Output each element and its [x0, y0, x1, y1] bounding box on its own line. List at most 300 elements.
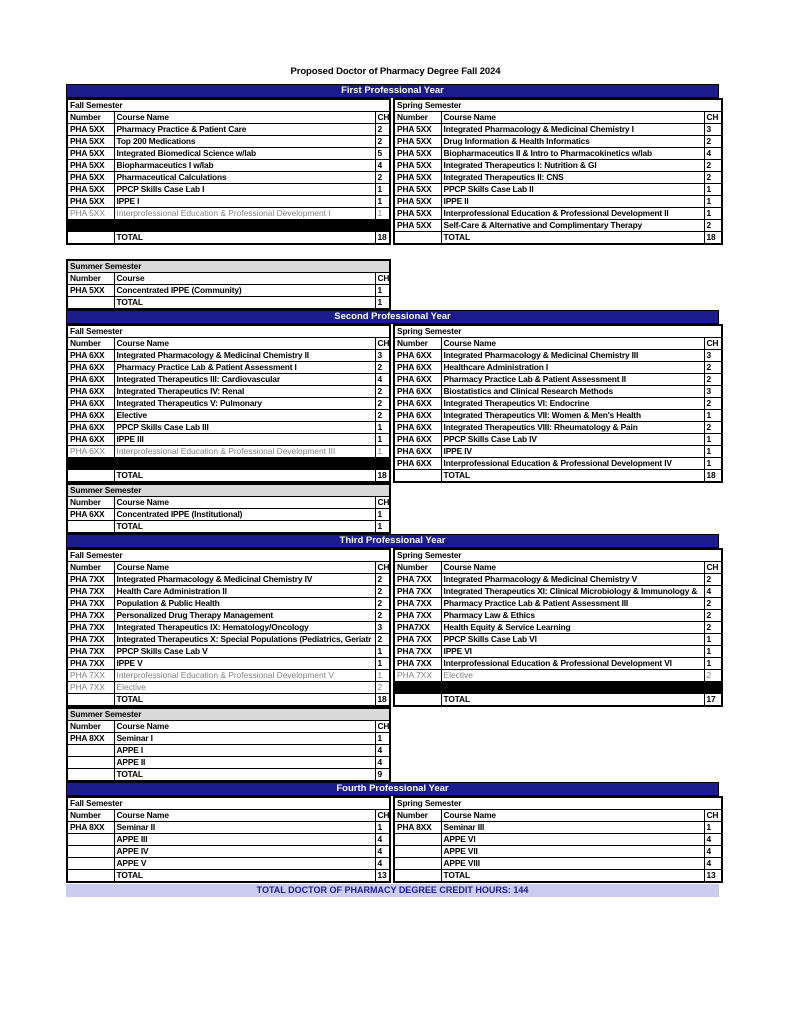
- total-row: [67, 870, 390, 883]
- course-number-cell: PHA 6XX: [67, 422, 114, 434]
- credit-hours-cell: 1: [375, 184, 390, 196]
- course-name-cell: Integrated Therapeutics IX: Hematology/Oncology: [114, 622, 375, 634]
- course-number-cell: PHA 5XX: [394, 172, 441, 184]
- credit-hours-cell: 2: [704, 574, 722, 586]
- course-number-cell: PHA 6XX: [394, 350, 441, 362]
- course-number-cell: PHA 7XX: [67, 586, 114, 598]
- credit-hours-cell: 4: [704, 586, 722, 598]
- credit-hours-cell: 1: [375, 658, 390, 670]
- total-empty-cell: [394, 232, 441, 245]
- course-number-cell: PHA 6XX: [394, 362, 441, 374]
- summer-semester-table-year-2: [66, 483, 391, 534]
- credit-hours-cell: 4: [375, 745, 390, 757]
- filler-row: [394, 682, 722, 694]
- course-number-cell: PHA 6XX: [67, 350, 114, 362]
- course-row: [394, 362, 722, 374]
- course-number-cell: PHA 6XX: [67, 410, 114, 422]
- total-empty-cell: [67, 870, 114, 883]
- credit-hours-column-header: CH: [704, 112, 722, 124]
- course-number-cell: PHA 5XX: [394, 124, 441, 136]
- credit-hours-cell: 2: [375, 362, 390, 374]
- course-name-column-header: Course Name: [441, 810, 704, 822]
- course-name-cell: APPE IV: [114, 846, 375, 858]
- fall-semester-table-year-1: [66, 98, 391, 245]
- course-row: [394, 634, 722, 646]
- credit-hours-cell: 2: [704, 598, 722, 610]
- total-row: [67, 232, 390, 245]
- credit-hours-cell: [375, 220, 390, 232]
- credit-hours-cell: 1: [375, 670, 390, 682]
- credit-hours-cell: [375, 458, 390, 470]
- course-row: [394, 124, 722, 136]
- course-row: [67, 733, 390, 745]
- credit-hours-cell: 4: [704, 846, 722, 858]
- course-name-cell: Integrated Biomedical Science w/lab: [114, 148, 375, 160]
- course-number-cell: PHA 7XX: [394, 646, 441, 658]
- course-name-cell: PPCP Skills Case Lab III: [114, 422, 375, 434]
- course-number-cell: PHA 7XX: [394, 658, 441, 670]
- course-name-column-header: Course Name: [114, 721, 375, 733]
- course-number-cell: PHA 6XX: [394, 386, 441, 398]
- course-number-cell: PHA 5XX: [67, 208, 114, 220]
- total-credit-hours-cell: 18: [375, 694, 390, 707]
- course-number-cell: [394, 682, 441, 694]
- course-row: [394, 148, 722, 160]
- course-number-cell: PHA 5XX: [67, 124, 114, 136]
- course-name-cell: Seminar I: [114, 733, 375, 745]
- credit-hours-cell: 2: [704, 610, 722, 622]
- summer-semester-table-year-3: [66, 707, 391, 782]
- course-row: [67, 670, 390, 682]
- course-row: [67, 586, 390, 598]
- course-row: [394, 822, 722, 834]
- course-row: [67, 285, 390, 297]
- course-row: [67, 136, 390, 148]
- course-name-cell: Seminar III: [441, 822, 704, 834]
- course-number-cell: PHA 8XX: [394, 822, 441, 834]
- course-name-column-header: Course Name: [114, 497, 375, 509]
- course-name-cell: Self-Care & Alternative and Complimentary Therapy: [441, 220, 704, 232]
- credit-hours-cell: 4: [375, 846, 390, 858]
- total-empty-cell: [394, 694, 441, 707]
- credit-hours-cell: 2: [704, 622, 722, 634]
- credit-hours-cell: 4: [375, 757, 390, 769]
- course-row: [394, 458, 722, 470]
- credit-hours-cell: 3: [704, 386, 722, 398]
- course-number-cell: PHA 7XX: [394, 598, 441, 610]
- total-empty-cell: [67, 694, 114, 707]
- course-number-cell: PHA 5XX: [394, 148, 441, 160]
- semester-label: Spring Semester: [394, 549, 722, 562]
- credit-hours-cell: 2: [375, 124, 390, 136]
- total-row: [394, 694, 722, 707]
- semester-label: Spring Semester: [394, 325, 722, 338]
- credit-hours-cell: 2: [704, 670, 722, 682]
- credit-hours-cell: 2: [704, 374, 722, 386]
- course-name-column-header: Course Name: [114, 112, 375, 124]
- credit-hours-cell: 4: [704, 834, 722, 846]
- credit-hours-cell: 1: [704, 434, 722, 446]
- total-credit-hours-cell: 13: [704, 870, 722, 883]
- credit-hours-cell: 1: [704, 634, 722, 646]
- course-number-cell: PHA 5XX: [394, 184, 441, 196]
- course-name-cell: Integrated Therapeutics VII: Women & Men's Health: [441, 410, 704, 422]
- credit-hours-cell: 4: [375, 858, 390, 870]
- course-name-cell: PPCP Skills Case Lab VI: [441, 634, 704, 646]
- course-name-cell: PPCP Skills Case Lab IV: [441, 434, 704, 446]
- semester-label-row: [67, 484, 390, 497]
- course-number-cell: PHA 6XX: [394, 374, 441, 386]
- course-number-cell: PHA 7XX: [394, 670, 441, 682]
- course-row: [67, 598, 390, 610]
- total-empty-cell: [67, 297, 114, 310]
- number-column-header: Number: [394, 810, 441, 822]
- course-number-cell: [67, 745, 114, 757]
- course-name-column-header: Course Name: [441, 562, 704, 574]
- spring-semester-table-year-4: [393, 796, 723, 883]
- credit-hours-cell: 3: [375, 350, 390, 362]
- course-name-cell: Interprofessional Education & Professional Development III: [114, 446, 375, 458]
- credit-hours-cell: 3: [375, 622, 390, 634]
- course-number-cell: PHA 6XX: [394, 446, 441, 458]
- course-number-cell: [67, 757, 114, 769]
- credit-hours-cell: 2: [375, 610, 390, 622]
- fall-semester-table-year-4: [66, 796, 391, 883]
- course-row: [394, 574, 722, 586]
- course-row: [67, 682, 390, 694]
- fall-semester-table-year-2: [66, 324, 391, 483]
- course-number-cell: PHA 7XX: [67, 682, 114, 694]
- credit-hours-cell: 1: [704, 410, 722, 422]
- course-number-cell: PHA 7XX: [67, 634, 114, 646]
- credit-hours-cell: 2: [704, 136, 722, 148]
- credit-hours-cell: 2: [704, 422, 722, 434]
- column-header-row: [67, 273, 390, 285]
- filler-row: [67, 458, 390, 470]
- course-row: [67, 386, 390, 398]
- number-column-header: Number: [67, 497, 114, 509]
- course-name-cell: IPPE VI: [441, 646, 704, 658]
- course-name-cell: Integrated Therapeutics II: CNS: [441, 172, 704, 184]
- course-name-cell: Elective: [441, 670, 704, 682]
- credit-hours-cell: 1: [704, 658, 722, 670]
- course-name-cell: IPPE I: [114, 196, 375, 208]
- credit-hours-cell: 2: [375, 598, 390, 610]
- total-empty-cell: [67, 232, 114, 245]
- total-credit-hours-cell: 1: [375, 297, 390, 310]
- course-number-cell: PHA 6XX: [67, 386, 114, 398]
- course-name-column-header: Course Name: [114, 338, 375, 350]
- course-name-cell: Pharmacy Practice Lab & Patient Assessment III: [441, 598, 704, 610]
- course-number-cell: PHA 6XX: [67, 509, 114, 521]
- course-row: [67, 362, 390, 374]
- total-empty-cell: [394, 470, 441, 483]
- credit-hours-cell: 1: [704, 208, 722, 220]
- course-number-cell: PHA 6XX: [67, 374, 114, 386]
- spring-semester-table-year-3: [393, 548, 723, 707]
- course-name-cell: Integrated Pharmacology & Medicinal Chemistry V: [441, 574, 704, 586]
- course-name-cell: APPE V: [114, 858, 375, 870]
- semester-label-row: [67, 708, 390, 721]
- course-row: [394, 858, 722, 870]
- number-column-header: Number: [394, 338, 441, 350]
- number-column-header: Number: [67, 273, 114, 285]
- course-row: [67, 745, 390, 757]
- course-number-cell: PHA 8XX: [67, 822, 114, 834]
- course-row: [394, 160, 722, 172]
- summer-semester-table-year-1: [66, 259, 391, 310]
- course-number-cell: PHA 6XX: [67, 398, 114, 410]
- credit-hours-cell: 1: [375, 646, 390, 658]
- course-row: [394, 434, 722, 446]
- year-columns-year-1: [66, 98, 719, 245]
- total-label-cell: TOTAL: [114, 521, 375, 534]
- semester-label: Summer Semester: [67, 260, 390, 273]
- course-row: [394, 196, 722, 208]
- year-band: First Professional Year: [66, 84, 719, 98]
- course-number-cell: PHA7XX: [394, 622, 441, 634]
- credit-hours-column-header: CH: [375, 338, 390, 350]
- course-number-cell: PHA 6XX: [67, 362, 114, 374]
- course-row: [394, 658, 722, 670]
- course-number-cell: PHA 7XX: [67, 670, 114, 682]
- course-number-cell: PHA 5XX: [394, 136, 441, 148]
- page-title: Proposed Doctor of Pharmacy Degree Fall 2024: [290, 66, 501, 77]
- course-number-cell: PHA 7XX: [67, 610, 114, 622]
- total-row: [67, 694, 390, 707]
- course-row: [67, 184, 390, 196]
- course-name-cell: Elective: [114, 410, 375, 422]
- credit-hours-cell: 4: [375, 374, 390, 386]
- course-row: [394, 172, 722, 184]
- year-columns-year-2: [66, 324, 719, 483]
- number-column-header: Number: [67, 810, 114, 822]
- course-row: [394, 670, 722, 682]
- column-header-row: [67, 810, 390, 822]
- credit-hours-cell: 1: [704, 446, 722, 458]
- course-row: [394, 220, 722, 232]
- credit-hours-cell: 1: [704, 822, 722, 834]
- column-header-row: [67, 112, 390, 124]
- course-name-column-header: Course Name: [114, 562, 375, 574]
- credit-hours-cell: 1: [375, 822, 390, 834]
- semester-label: Summer Semester: [67, 484, 390, 497]
- course-name-cell: Integrated Therapeutics VI: Endocrine: [441, 398, 704, 410]
- course-row: [67, 410, 390, 422]
- grand-total-band: TOTAL DOCTOR OF PHARMACY DEGREE CREDIT HOURS: 144: [66, 884, 719, 897]
- year-columns-year-3: [66, 548, 719, 707]
- number-column-header: Number: [67, 562, 114, 574]
- course-row: [67, 822, 390, 834]
- course-name-cell: APPE III: [114, 834, 375, 846]
- total-label-cell: TOTAL: [114, 694, 375, 707]
- credit-hours-cell: 1: [704, 458, 722, 470]
- course-row: [67, 446, 390, 458]
- course-name-column-header: Course Name: [441, 112, 704, 124]
- semester-label-row: [67, 260, 390, 273]
- course-row: [394, 622, 722, 634]
- course-row: [394, 846, 722, 858]
- credit-hours-cell: 1: [704, 184, 722, 196]
- course-number-cell: PHA 8XX: [67, 733, 114, 745]
- year-band: Fourth Professional Year: [66, 782, 719, 796]
- course-name-cell: APPE II: [114, 757, 375, 769]
- semester-label: Fall Semester: [67, 549, 390, 562]
- course-name-cell: APPE I: [114, 745, 375, 757]
- course-row: [67, 374, 390, 386]
- total-empty-cell: [67, 470, 114, 483]
- course-name-column-header: Course Name: [114, 810, 375, 822]
- credit-hours-cell: 2: [375, 398, 390, 410]
- total-label-cell: TOTAL: [441, 232, 704, 245]
- course-name-cell: PPCP Skills Case Lab V: [114, 646, 375, 658]
- semester-label-row: [67, 549, 390, 562]
- course-name-cell: APPE VI: [441, 834, 704, 846]
- course-name-cell: IPPE V: [114, 658, 375, 670]
- spring-semester-table-year-2: [393, 324, 723, 483]
- course-row: [67, 160, 390, 172]
- course-number-cell: PHA 5XX: [67, 285, 114, 297]
- total-label-cell: TOTAL: [114, 769, 375, 782]
- credit-hours-column-header: CH: [375, 562, 390, 574]
- course-name-cell: Integrated Pharmacology & Medicinal Chemistry II: [114, 350, 375, 362]
- credit-hours-cell: 2: [704, 220, 722, 232]
- total-credit-hours-cell: 1: [375, 521, 390, 534]
- credit-hours-column-header: CH: [375, 721, 390, 733]
- course-number-cell: PHA 5XX: [67, 196, 114, 208]
- credit-hours-cell: 1: [375, 422, 390, 434]
- semester-label-row: [394, 325, 722, 338]
- credit-hours-cell: 2: [375, 410, 390, 422]
- credit-hours-cell: 2: [375, 386, 390, 398]
- column-header-row: [394, 562, 722, 574]
- course-number-cell: PHA 6XX: [394, 434, 441, 446]
- semester-label-row: [67, 325, 390, 338]
- course-row: [67, 846, 390, 858]
- credit-hours-cell: 2: [704, 160, 722, 172]
- semester-label: Summer Semester: [67, 708, 390, 721]
- course-number-cell: PHA 5XX: [67, 136, 114, 148]
- course-number-cell: [67, 834, 114, 846]
- course-name-cell: APPE VII: [441, 846, 704, 858]
- credit-hours-cell: 1: [375, 509, 390, 521]
- course-name-cell: Interprofessional Education & Professional Development IV: [441, 458, 704, 470]
- course-name-cell: Drug Information & Health Informatics: [441, 136, 704, 148]
- course-number-cell: PHA 7XX: [67, 658, 114, 670]
- course-row: [394, 646, 722, 658]
- course-row: [67, 622, 390, 634]
- course-name-cell: Concentrated IPPE (Institutional): [114, 509, 375, 521]
- total-empty-cell: [67, 769, 114, 782]
- credit-hours-cell: 1: [704, 646, 722, 658]
- credit-hours-cell: 1: [375, 446, 390, 458]
- credit-hours-cell: 1: [375, 434, 390, 446]
- filler-row: [67, 220, 390, 232]
- credit-hours-cell: 1: [375, 208, 390, 220]
- total-row: [67, 297, 390, 310]
- credit-hours-cell: 2: [375, 682, 390, 694]
- credit-hours-cell: 2: [375, 172, 390, 184]
- course-number-cell: PHA 7XX: [67, 574, 114, 586]
- total-label-cell: TOTAL: [114, 470, 375, 483]
- credit-hours-cell: 3: [704, 124, 722, 136]
- course-row: [67, 834, 390, 846]
- course-name-cell: Integrated Therapeutics III: Cardiovascular: [114, 374, 375, 386]
- total-label-cell: TOTAL: [114, 870, 375, 883]
- course-name-cell: Healthcare Administration I: [441, 362, 704, 374]
- course-number-cell: PHA 5XX: [67, 160, 114, 172]
- credit-hours-cell: 1: [375, 285, 390, 297]
- course-row: [394, 136, 722, 148]
- course-number-cell: [67, 858, 114, 870]
- course-number-cell: PHA 7XX: [67, 646, 114, 658]
- course-row: [394, 834, 722, 846]
- column-header-row: [394, 810, 722, 822]
- course-name-cell: Biopharmaceutics I w/lab: [114, 160, 375, 172]
- fall-semester-table-year-3: [66, 548, 391, 707]
- course-row: [67, 124, 390, 136]
- credit-hours-column-header: CH: [375, 810, 390, 822]
- course-number-cell: PHA 6XX: [394, 422, 441, 434]
- course-row: [67, 422, 390, 434]
- course-name-cell: Interprofessional Education & Professional Development I: [114, 208, 375, 220]
- course-row: [394, 208, 722, 220]
- semester-label: Spring Semester: [394, 797, 722, 810]
- credit-hours-cell: 2: [375, 574, 390, 586]
- total-row: [67, 769, 390, 782]
- course-name-cell: Biopharmaceutics II & Intro to Pharmacokinetics w/lab: [441, 148, 704, 160]
- course-row: [67, 350, 390, 362]
- credit-hours-cell: 2: [704, 362, 722, 374]
- credit-hours-cell: 4: [375, 160, 390, 172]
- course-name-cell: Interprofessional Education & Professional Development V: [114, 670, 375, 682]
- course-row: [67, 646, 390, 658]
- course-row: [67, 398, 390, 410]
- course-row: [394, 446, 722, 458]
- credit-hours-cell: 2: [375, 136, 390, 148]
- course-name-cell: Health Equity & Service Learning: [441, 622, 704, 634]
- course-name-cell: Biostatistics and Clinical Research Methods: [441, 386, 704, 398]
- curriculum-tables: [66, 84, 719, 897]
- course-name-cell: Integrated Therapeutics V: Pulmonary: [114, 398, 375, 410]
- course-number-cell: [394, 858, 441, 870]
- semester-label-row: [394, 797, 722, 810]
- total-credit-hours-cell: 18: [704, 232, 722, 245]
- course-number-cell: [394, 846, 441, 858]
- year-columns-year-4: [66, 796, 719, 883]
- total-label-cell: TOTAL: [441, 870, 704, 883]
- course-row: [67, 858, 390, 870]
- course-name-cell: APPE VIII: [441, 858, 704, 870]
- course-number-cell: PHA 5XX: [394, 220, 441, 232]
- credit-hours-column-header: CH: [704, 562, 722, 574]
- number-column-header: Number: [67, 338, 114, 350]
- credit-hours-column-header: CH: [375, 273, 390, 285]
- credit-hours-cell: [704, 682, 722, 694]
- semester-label-row: [394, 549, 722, 562]
- course-name-column-header: Course Name: [441, 338, 704, 350]
- spring-semester-table-year-1: [393, 98, 723, 245]
- credit-hours-cell: 4: [375, 834, 390, 846]
- semester-label: Fall Semester: [67, 325, 390, 338]
- credit-hours-cell: 1: [375, 196, 390, 208]
- course-name-cell: Integrated Therapeutics XI: Clinical Microbiology & Immunology &: [441, 586, 704, 598]
- column-header-row: [67, 562, 390, 574]
- course-number-cell: PHA 5XX: [67, 148, 114, 160]
- course-name-cell: PPCP Skills Case Lab II: [441, 184, 704, 196]
- credit-hours-cell: 4: [704, 858, 722, 870]
- course-number-cell: PHA 7XX: [394, 610, 441, 622]
